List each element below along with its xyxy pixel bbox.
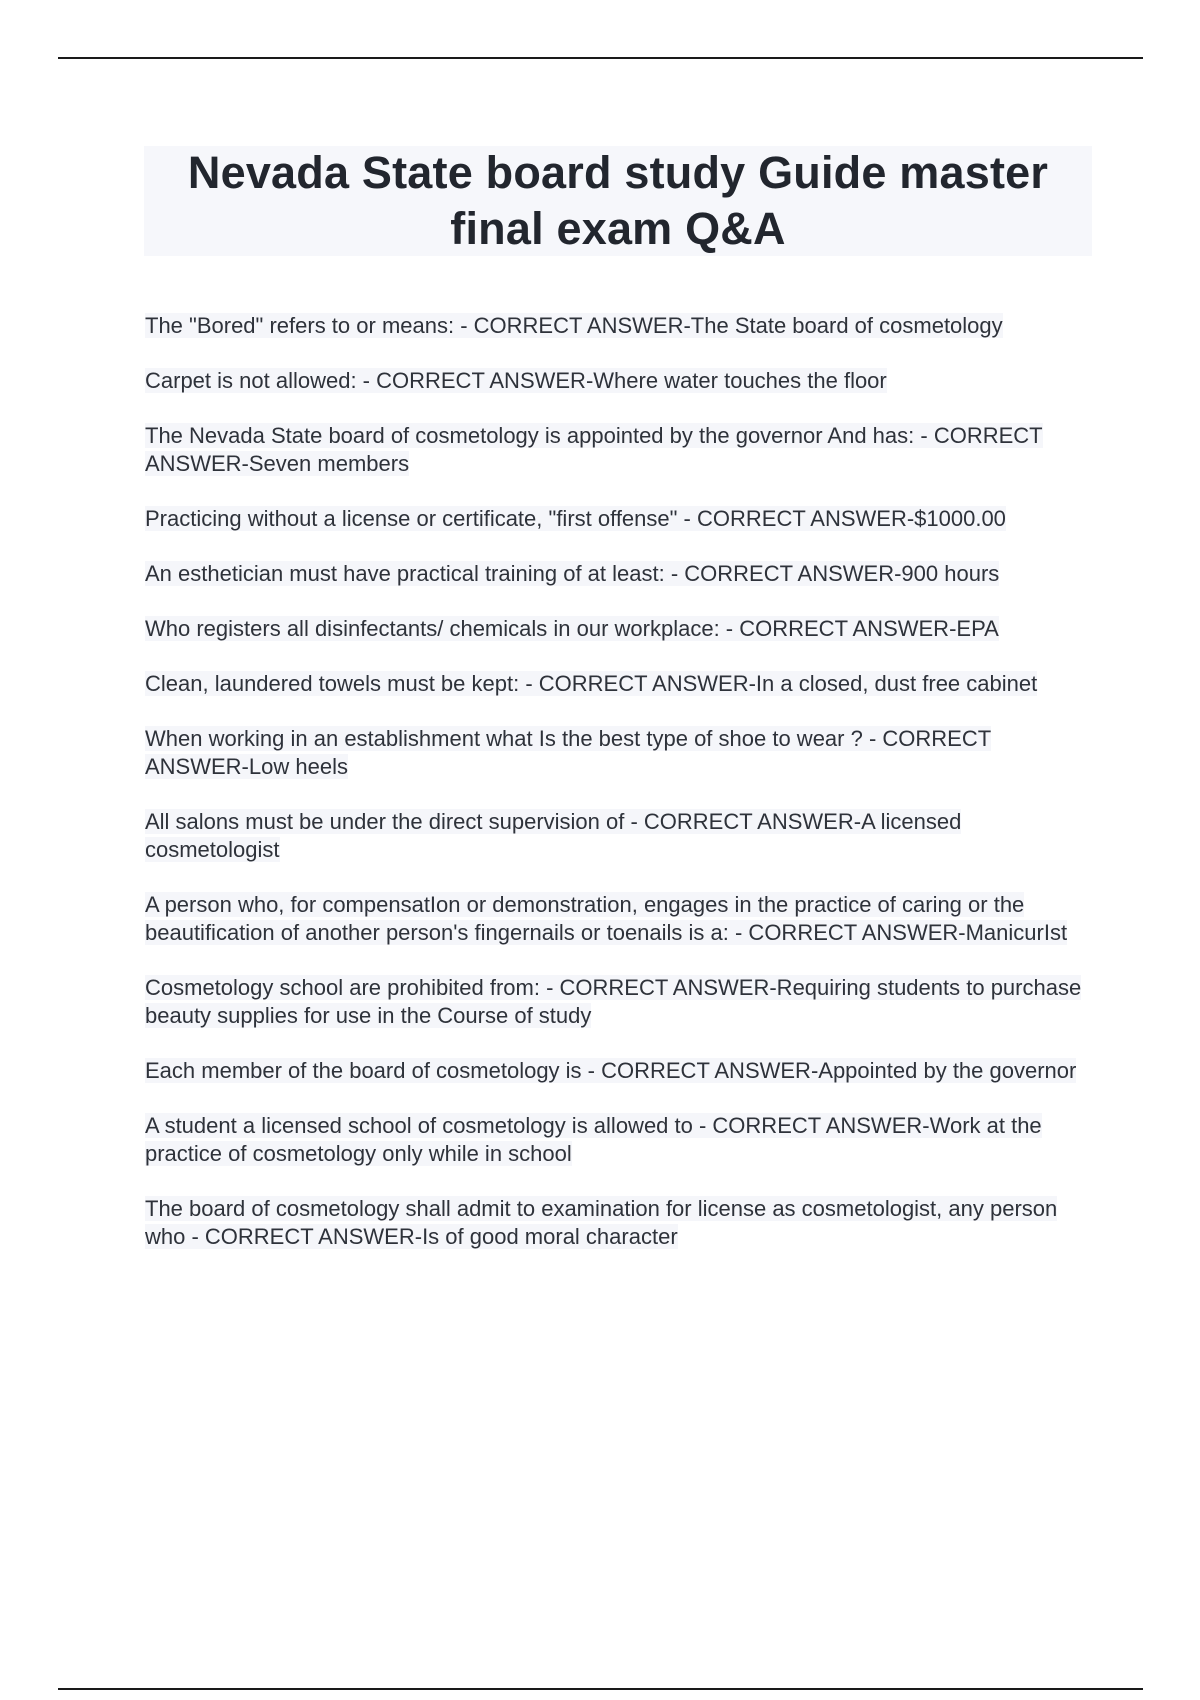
qa-item-10 (145, 891, 1095, 947)
qa-item-6 (145, 615, 1095, 643)
title-block (144, 146, 1092, 256)
qa-text: An esthetician must have practical training of at least: - CORRECT ANSWER-900 hours (145, 561, 1000, 586)
bottom-rule (58, 1688, 1143, 1690)
qa-text: Clean, laundered towels must be kept: - CORRECT ANSWER-In a closed, dust free cabinet (145, 671, 1038, 696)
qa-text: Practicing without a license or certificate, "first offense" - CORRECT ANSWER-$1000.00 (145, 506, 1006, 531)
top-rule (58, 57, 1143, 59)
qa-text: Each member of the board of cosmetology is - CORRECT ANSWER-Appointed by the governor (145, 1058, 1077, 1083)
qa-text: When working in an establishment what Is the best type of shoe to wear ? - CORRECT ANSWER-Low heels (145, 726, 992, 779)
qa-item-11 (145, 974, 1095, 1030)
qa-text: A person who, for compensatIon or demonstration, engages in the practice of caring or the beautification of another person's fingernails or toenails is a: - CORRECT ANSWER-ManicurIst (145, 892, 1068, 945)
qa-text: The board of cosmetology shall admit to examination for license as cosmetologist, any person who - CORRECT ANSWER-Is of good moral character (145, 1196, 1058, 1249)
qa-text: A student a licensed school of cosmetology is allowed to - CORRECT ANSWER-Work at the practice of cosmetology only while in school (145, 1113, 1042, 1166)
qa-item-9 (145, 808, 1095, 864)
qa-list (145, 312, 1095, 1278)
qa-item-1 (145, 312, 1095, 340)
qa-item-5 (145, 560, 1095, 588)
qa-item-13 (145, 1112, 1095, 1168)
qa-item-12 (145, 1057, 1095, 1085)
qa-text: Who registers all disinfectants/ chemicals in our workplace: - CORRECT ANSWER-EPA (145, 616, 999, 641)
qa-item-4 (145, 505, 1095, 533)
qa-item-2 (145, 367, 1095, 395)
document-title: Nevada State board study Guide master final exam Q&A (187, 147, 1049, 254)
qa-item-14 (145, 1195, 1095, 1251)
qa-text: The "Bored" refers to or means: - CORRECT ANSWER-The State board of cosmetology (145, 313, 1003, 338)
qa-text: All salons must be under the direct supervision of - CORRECT ANSWER-A licensed cosmetologist (145, 809, 962, 862)
qa-text: Carpet is not allowed: - CORRECT ANSWER-Where water touches the floor (145, 368, 887, 393)
qa-text: The Nevada State board of cosmetology is appointed by the governor And has: - CORRECT ANSWER-Seven members (145, 423, 1043, 476)
qa-item-7 (145, 670, 1095, 698)
qa-item-3 (145, 422, 1095, 478)
qa-item-8 (145, 725, 1095, 781)
qa-text: Cosmetology school are prohibited from: - CORRECT ANSWER-Requiring students to purchase beauty supplies for use in the Course of study (145, 975, 1082, 1028)
